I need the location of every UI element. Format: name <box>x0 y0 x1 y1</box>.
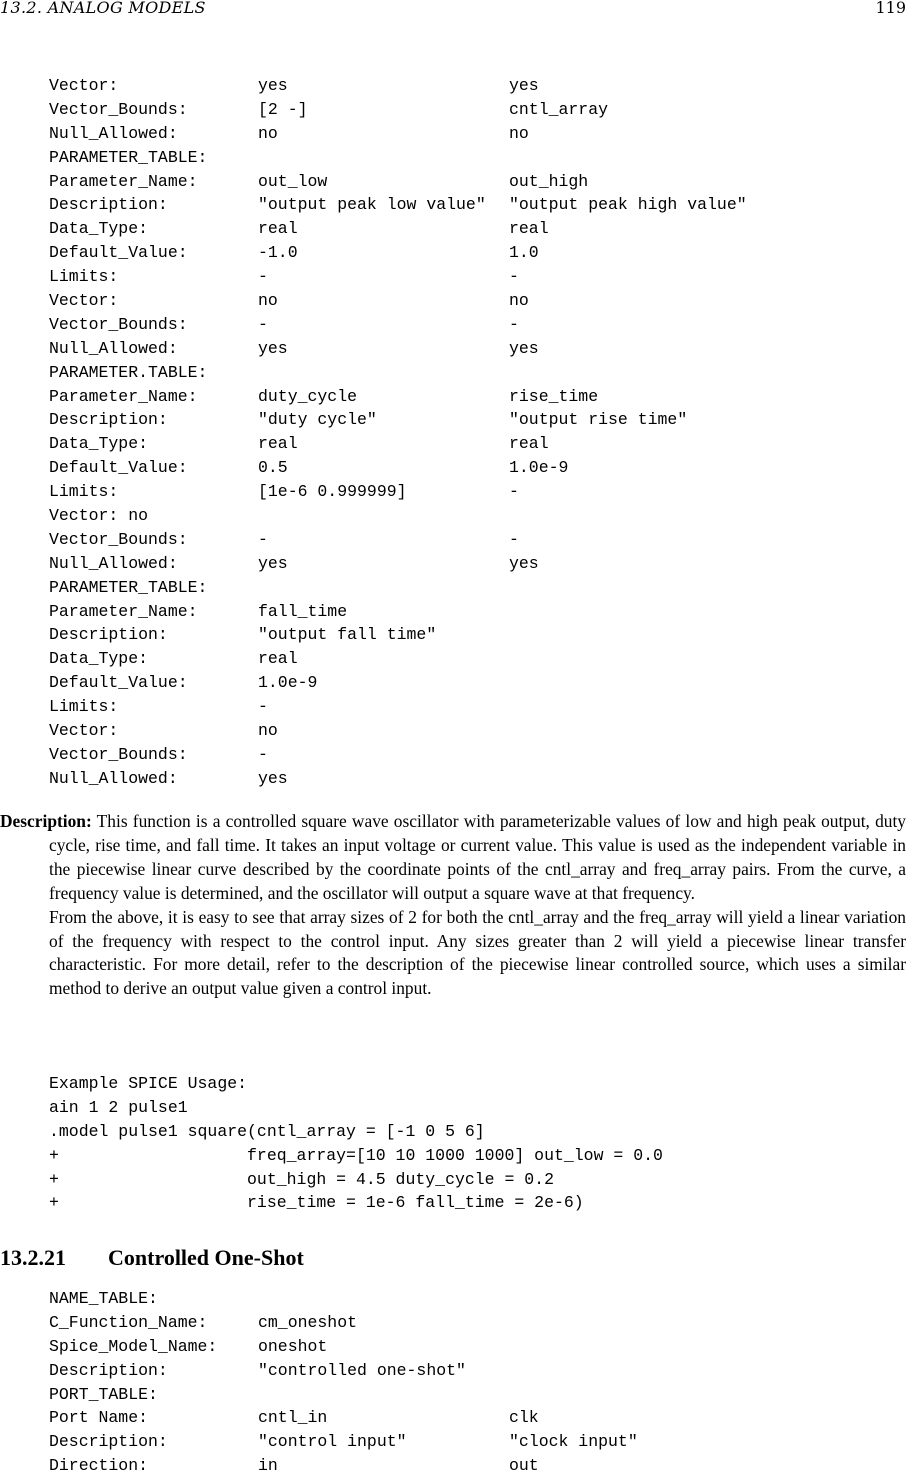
field-label: Data_Type: <box>49 434 149 454</box>
field-value: no <box>258 721 278 741</box>
example-spice-usage <box>49 1072 906 1215</box>
field-label: Vector_Bounds: <box>49 529 188 549</box>
field-value: yes <box>509 338 539 358</box>
field-label: Data_Type: <box>49 219 149 239</box>
field-value: clk <box>509 1408 539 1428</box>
code-line: + rise_time = 1e-6 fall_time = 2e-6) <box>49 1193 584 1213</box>
field-value: real <box>509 434 549 454</box>
parameter-table-bottom <box>49 1287 906 1478</box>
running-header <box>0 0 906 20</box>
table-row <box>49 1359 906 1383</box>
table-row <box>49 695 906 719</box>
field-label: Parameter_Name: <box>49 171 198 191</box>
field-value: - <box>509 314 519 334</box>
table-row <box>49 1335 906 1359</box>
field-label: Data_Type: <box>49 649 149 669</box>
field-label: Null_Allowed: <box>49 553 178 573</box>
field-label: PARAMETER_TABLE: <box>49 577 208 597</box>
table-row <box>49 719 906 743</box>
table-row <box>49 671 906 695</box>
description-paragraph-2: From the above, it is easy to see that array sizes of 2 for both the cntl_array and the freq_array will yield a linear variation of the frequency with respect to the control input. Any sizes greater than 2 will yield a piecewise linear transfer characteristic. For more detail, refer to the description of the piecewise linear controlled source, which uses a similar method to derive an output value given a control input. <box>49 906 906 999</box>
field-label: Port Name: <box>49 1408 149 1428</box>
table-row <box>49 1430 906 1454</box>
field-label: PORT_TABLE: <box>49 1384 158 1404</box>
field-value: [2 -] <box>258 99 308 119</box>
field-value: "clock input" <box>509 1432 638 1452</box>
field-value: yes <box>258 768 288 788</box>
field-value: fall_time <box>258 601 348 621</box>
table-row <box>49 241 906 265</box>
table-row <box>49 767 906 791</box>
field-label: Vector: <box>49 76 119 95</box>
table-row <box>49 98 906 122</box>
field-label: Default_Value: <box>49 458 188 478</box>
header-section: 13.2. ANALOG MODELS <box>0 0 206 17</box>
description-paragraph-1: Description: This function is a controlled square wave oscillator with parameterizable values of low and high peak output, duty cycle, rise time, and fall time. It takes an input voltage or current value. This value is used as the independent variable in the piecewise linear curve described by the coordinate points of the cntl_array and freq_array pairs. From the curve, a frequency value is determined, and the oscillator will output a square wave at that frequency. <box>0 811 906 903</box>
field-value: 1.0e-9 <box>509 458 569 478</box>
table-row <box>49 1287 906 1311</box>
field-value: "output peak high value" <box>509 195 747 215</box>
field-value: yes <box>258 553 288 573</box>
field-label: Vector_Bounds: <box>49 744 188 764</box>
field-value: duty_cycle <box>258 386 358 406</box>
field-label: Parameter_Name: <box>49 386 198 406</box>
field-value: rise_time <box>509 386 599 406</box>
field-label: C_Function_Name: <box>49 1312 208 1332</box>
field-value: oneshot <box>258 1336 328 1356</box>
field-value: "output peak low value" <box>258 195 486 215</box>
field-label: Description: <box>49 410 168 430</box>
field-value: "output fall time" <box>258 625 437 645</box>
field-label: Vector: <box>49 291 119 311</box>
code-line: + out_high = 4.5 duty_cycle = 0.2 <box>49 1169 554 1189</box>
field-value: yes <box>509 76 539 95</box>
field-value: out <box>509 1456 539 1476</box>
field-value: "controlled one-shot" <box>258 1360 466 1380</box>
field-label: Vector_Bounds: <box>49 99 188 119</box>
field-value: out_low <box>258 171 328 191</box>
field-value: real <box>258 434 298 454</box>
field-value: yes <box>258 338 288 358</box>
table-row <box>49 1406 906 1430</box>
field-value: "control input" <box>258 1432 407 1452</box>
field-value: cntl_array <box>509 99 609 119</box>
field-value: - <box>509 267 519 287</box>
field-value: yes <box>509 553 539 573</box>
table-row <box>49 576 906 600</box>
table-row <box>49 170 906 194</box>
table-row <box>49 456 906 480</box>
field-label: Vector: no <box>49 506 149 526</box>
field-value: cm_oneshot <box>258 1312 358 1332</box>
code-line: .model pulse1 square(cntl_array = [-1 0 5 6] <box>49 1121 485 1141</box>
field-label: PARAMETER_TABLE: <box>49 147 208 167</box>
field-label: Description: <box>49 1360 168 1380</box>
table-row <box>49 432 906 456</box>
table-row <box>49 193 906 217</box>
field-value: - <box>509 529 519 549</box>
field-value: 1.0e-9 <box>258 673 318 693</box>
field-label: Description: <box>49 1432 168 1452</box>
field-value: - <box>258 529 268 549</box>
field-label: Null_Allowed: <box>49 123 178 143</box>
field-label: Description: <box>49 195 168 215</box>
field-label: Limits: <box>49 267 119 287</box>
table-row <box>49 743 906 767</box>
description-label: Description: <box>0 811 92 831</box>
field-value: - <box>258 314 268 334</box>
field-value: yes <box>258 76 288 95</box>
table-row <box>49 623 906 647</box>
table-row <box>49 528 906 552</box>
field-value: no <box>258 291 278 311</box>
field-value: -1.0 <box>258 243 298 263</box>
table-row <box>49 647 906 671</box>
field-value: [1e-6 0.999999] <box>258 482 407 502</box>
field-label: Spice_Model_Name: <box>49 1336 218 1356</box>
table-row <box>49 361 906 385</box>
table-row <box>49 1311 906 1335</box>
table-row <box>49 217 906 241</box>
field-value: out_high <box>509 171 589 191</box>
field-label: Default_Value: <box>49 673 188 693</box>
field-label: Vector: <box>49 721 119 741</box>
field-value: - <box>258 267 268 287</box>
field-value: cntl_in <box>258 1408 328 1428</box>
field-label: PARAMETER.TABLE: <box>49 362 208 382</box>
table-row <box>49 265 906 289</box>
field-label: Description: <box>49 625 168 645</box>
table-row <box>49 408 906 432</box>
field-value: no <box>258 123 278 143</box>
table-row <box>49 480 906 504</box>
section-title: Controlled One-Shot <box>108 1245 304 1270</box>
section-number: 13.2.21 <box>0 1245 66 1270</box>
table-row <box>49 122 906 146</box>
description-section <box>0 810 906 1001</box>
field-value: real <box>258 219 298 239</box>
table-row <box>49 313 906 337</box>
field-value: - <box>258 697 268 717</box>
table-row <box>49 337 906 361</box>
field-value: "output rise time" <box>509 410 688 430</box>
field-label: Limits: <box>49 482 119 502</box>
field-value: - <box>258 744 268 764</box>
field-value: no <box>509 123 529 143</box>
table-row <box>49 552 906 576</box>
field-value: real <box>258 649 298 669</box>
field-label: Limits: <box>49 697 119 717</box>
table-row <box>49 385 906 409</box>
table-row <box>49 600 906 624</box>
code-line: + freq_array=[10 10 1000 1000] out_low = 0.0 <box>49 1145 663 1165</box>
table-row <box>49 146 906 170</box>
field-value: - <box>509 482 519 502</box>
table-row <box>49 289 906 313</box>
field-label: Default_Value: <box>49 243 188 263</box>
field-value: 1.0 <box>509 243 539 263</box>
section-heading <box>0 1244 304 1272</box>
field-label: NAME_TABLE: <box>49 1289 158 1308</box>
table-row <box>49 1454 906 1478</box>
page-number: 119 <box>875 0 906 17</box>
field-value: 0.5 <box>258 458 288 478</box>
field-label: Direction: <box>49 1456 149 1476</box>
field-value: in <box>258 1456 278 1476</box>
field-value: no <box>509 291 529 311</box>
field-label: Parameter_Name: <box>49 601 198 621</box>
field-value: "duty cycle" <box>258 410 377 430</box>
field-label: Null_Allowed: <box>49 768 178 788</box>
code-line: ain 1 2 pulse1 <box>49 1097 188 1117</box>
code-line: Example SPICE Usage: <box>49 1074 248 1093</box>
field-value: real <box>509 219 549 239</box>
field-label: Vector_Bounds: <box>49 314 188 334</box>
parameter-table-top <box>49 74 906 791</box>
table-row <box>49 504 906 528</box>
table-row <box>49 1383 906 1407</box>
field-label: Null_Allowed: <box>49 338 178 358</box>
table-row <box>49 74 906 98</box>
